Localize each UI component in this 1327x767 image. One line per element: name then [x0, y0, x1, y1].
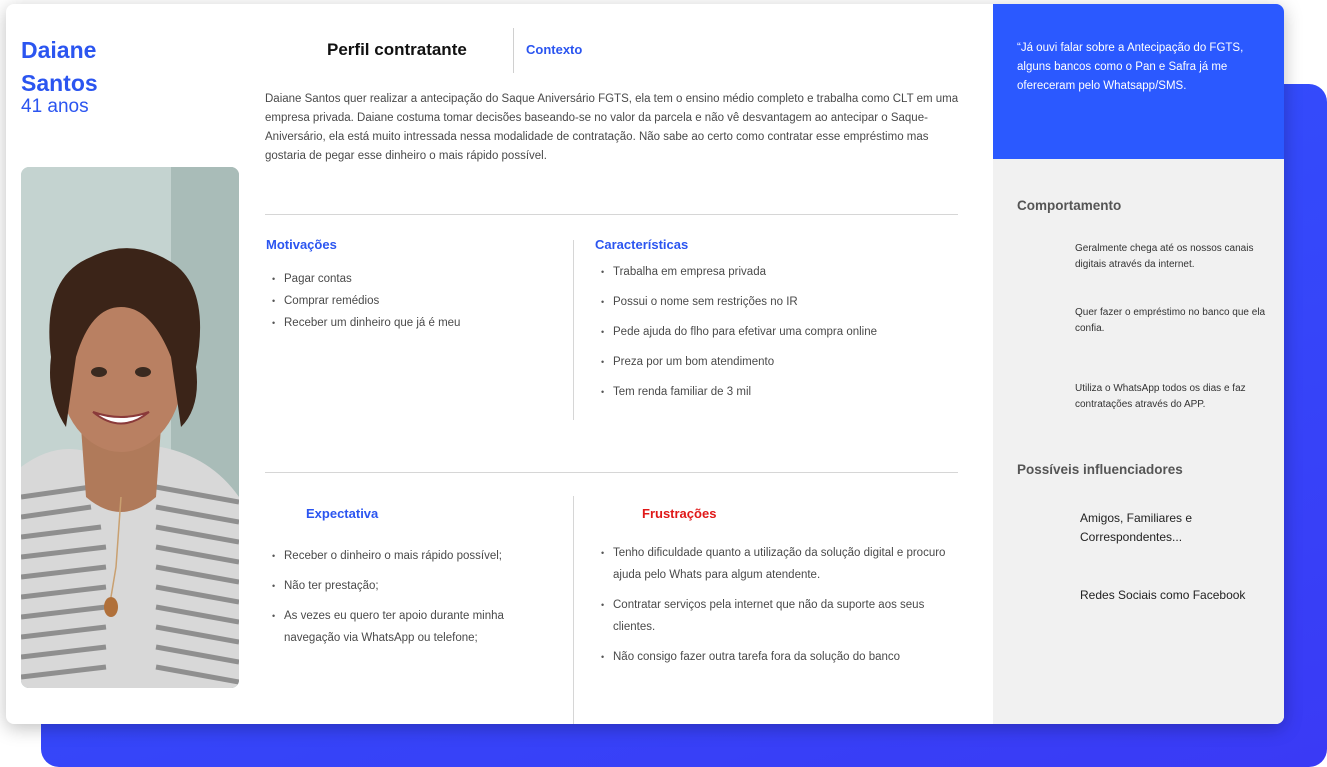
list-item: • Possui o nome sem restrições no IR [595, 291, 905, 313]
persona-name: Daiane Santos [21, 37, 98, 96]
list-item: • Comprar remédios [266, 290, 556, 312]
expectativa-title: Expectativa [306, 506, 379, 521]
divider-vertical-bottom [573, 496, 574, 724]
page-title: Perfil contratante [327, 40, 467, 59]
list-item: • Preza por um bom atendimento [595, 351, 905, 373]
frustracoes-list [595, 542, 965, 668]
header-divider [513, 28, 514, 73]
list-item: • Não ter prestação; [266, 575, 556, 597]
list-item: • Pagar contas [266, 268, 556, 290]
expectativa-list [266, 545, 556, 649]
divider-top [265, 214, 958, 215]
comportamento-item: Utiliza o WhatsApp todos os dias e faz contratações através do APP. [1075, 383, 1246, 410]
list-item: • Receber o dinheiro o mais rápido possível; [266, 545, 556, 567]
frustracoes-title: Frustrações [642, 506, 717, 521]
divider-middle [265, 472, 958, 473]
list-item: • As vezes eu quero ter apoio durante minha navegação via WhatsApp ou telefone; [266, 605, 556, 649]
list-item: • Receber um dinheiro que já é meu [266, 312, 556, 334]
persona-age: 41 anos [21, 96, 89, 117]
list-item: • Pede ajuda do flho para efetivar uma compra online [595, 321, 905, 343]
list-item: • Não consigo fazer outra tarefa fora da solução do banco [595, 646, 965, 668]
influenciadores-title: Possíveis influenciadores [1017, 462, 1183, 477]
list-item: • Contratar serviços pela internet que não da suporte aos seus clientes. [595, 594, 965, 638]
list-item: • Tenho dificuldade quanto a utilização da solução digital e procuro ajuda pelo Whats para algum atendente. [595, 542, 965, 586]
list-item: • Trabalha em empresa privada [595, 261, 905, 283]
list-item: • Tem renda familiar de 3 mil [595, 381, 905, 403]
context-text: Daiane Santos quer realizar a antecipação do Saque Aniversário FGTS, ela tem o ensino médio completo e trabalha como CLT em uma empresa privada. Daiane costuma tomar decisões baseando-se no valor da parcela e não vê desvantagem ao antecipar o Saque-Aniversário, ela está muito intressada nessa modalidade de contratação. Não sabe ao certo como contratar esse empréstimo mas gostaria de pegar esse dinheiro o mais rápido possível. [265, 93, 959, 162]
caracteristicas-list [595, 261, 905, 403]
comportamento-item: Quer fazer o empréstimo no banco que ela confia. [1075, 307, 1266, 334]
divider-vertical-top [573, 240, 574, 420]
comportamento-title: Comportamento [1017, 198, 1122, 213]
persona-photo [21, 167, 239, 688]
motivacoes-title: Motivações [266, 237, 337, 252]
comportamento-item: Geralmente chega até os nossos canais digitais através da internet. [1075, 243, 1254, 270]
influenciador-item: Amigos, Familiares e Correspondentes... [1080, 511, 1193, 544]
influenciador-item: Redes Sociais como Facebook [1080, 588, 1246, 602]
persona-card [6, 4, 1284, 724]
caracteristicas-title: Características [595, 237, 689, 252]
motivacoes-list [266, 268, 556, 334]
persona-quote: “Já ouvi falar sobre a Antecipação do FGTS, alguns bancos como o Pan e Safra já me ofereceram pelo Whatsapp/SMS. [1017, 42, 1244, 92]
context-label: Contexto [526, 42, 583, 57]
